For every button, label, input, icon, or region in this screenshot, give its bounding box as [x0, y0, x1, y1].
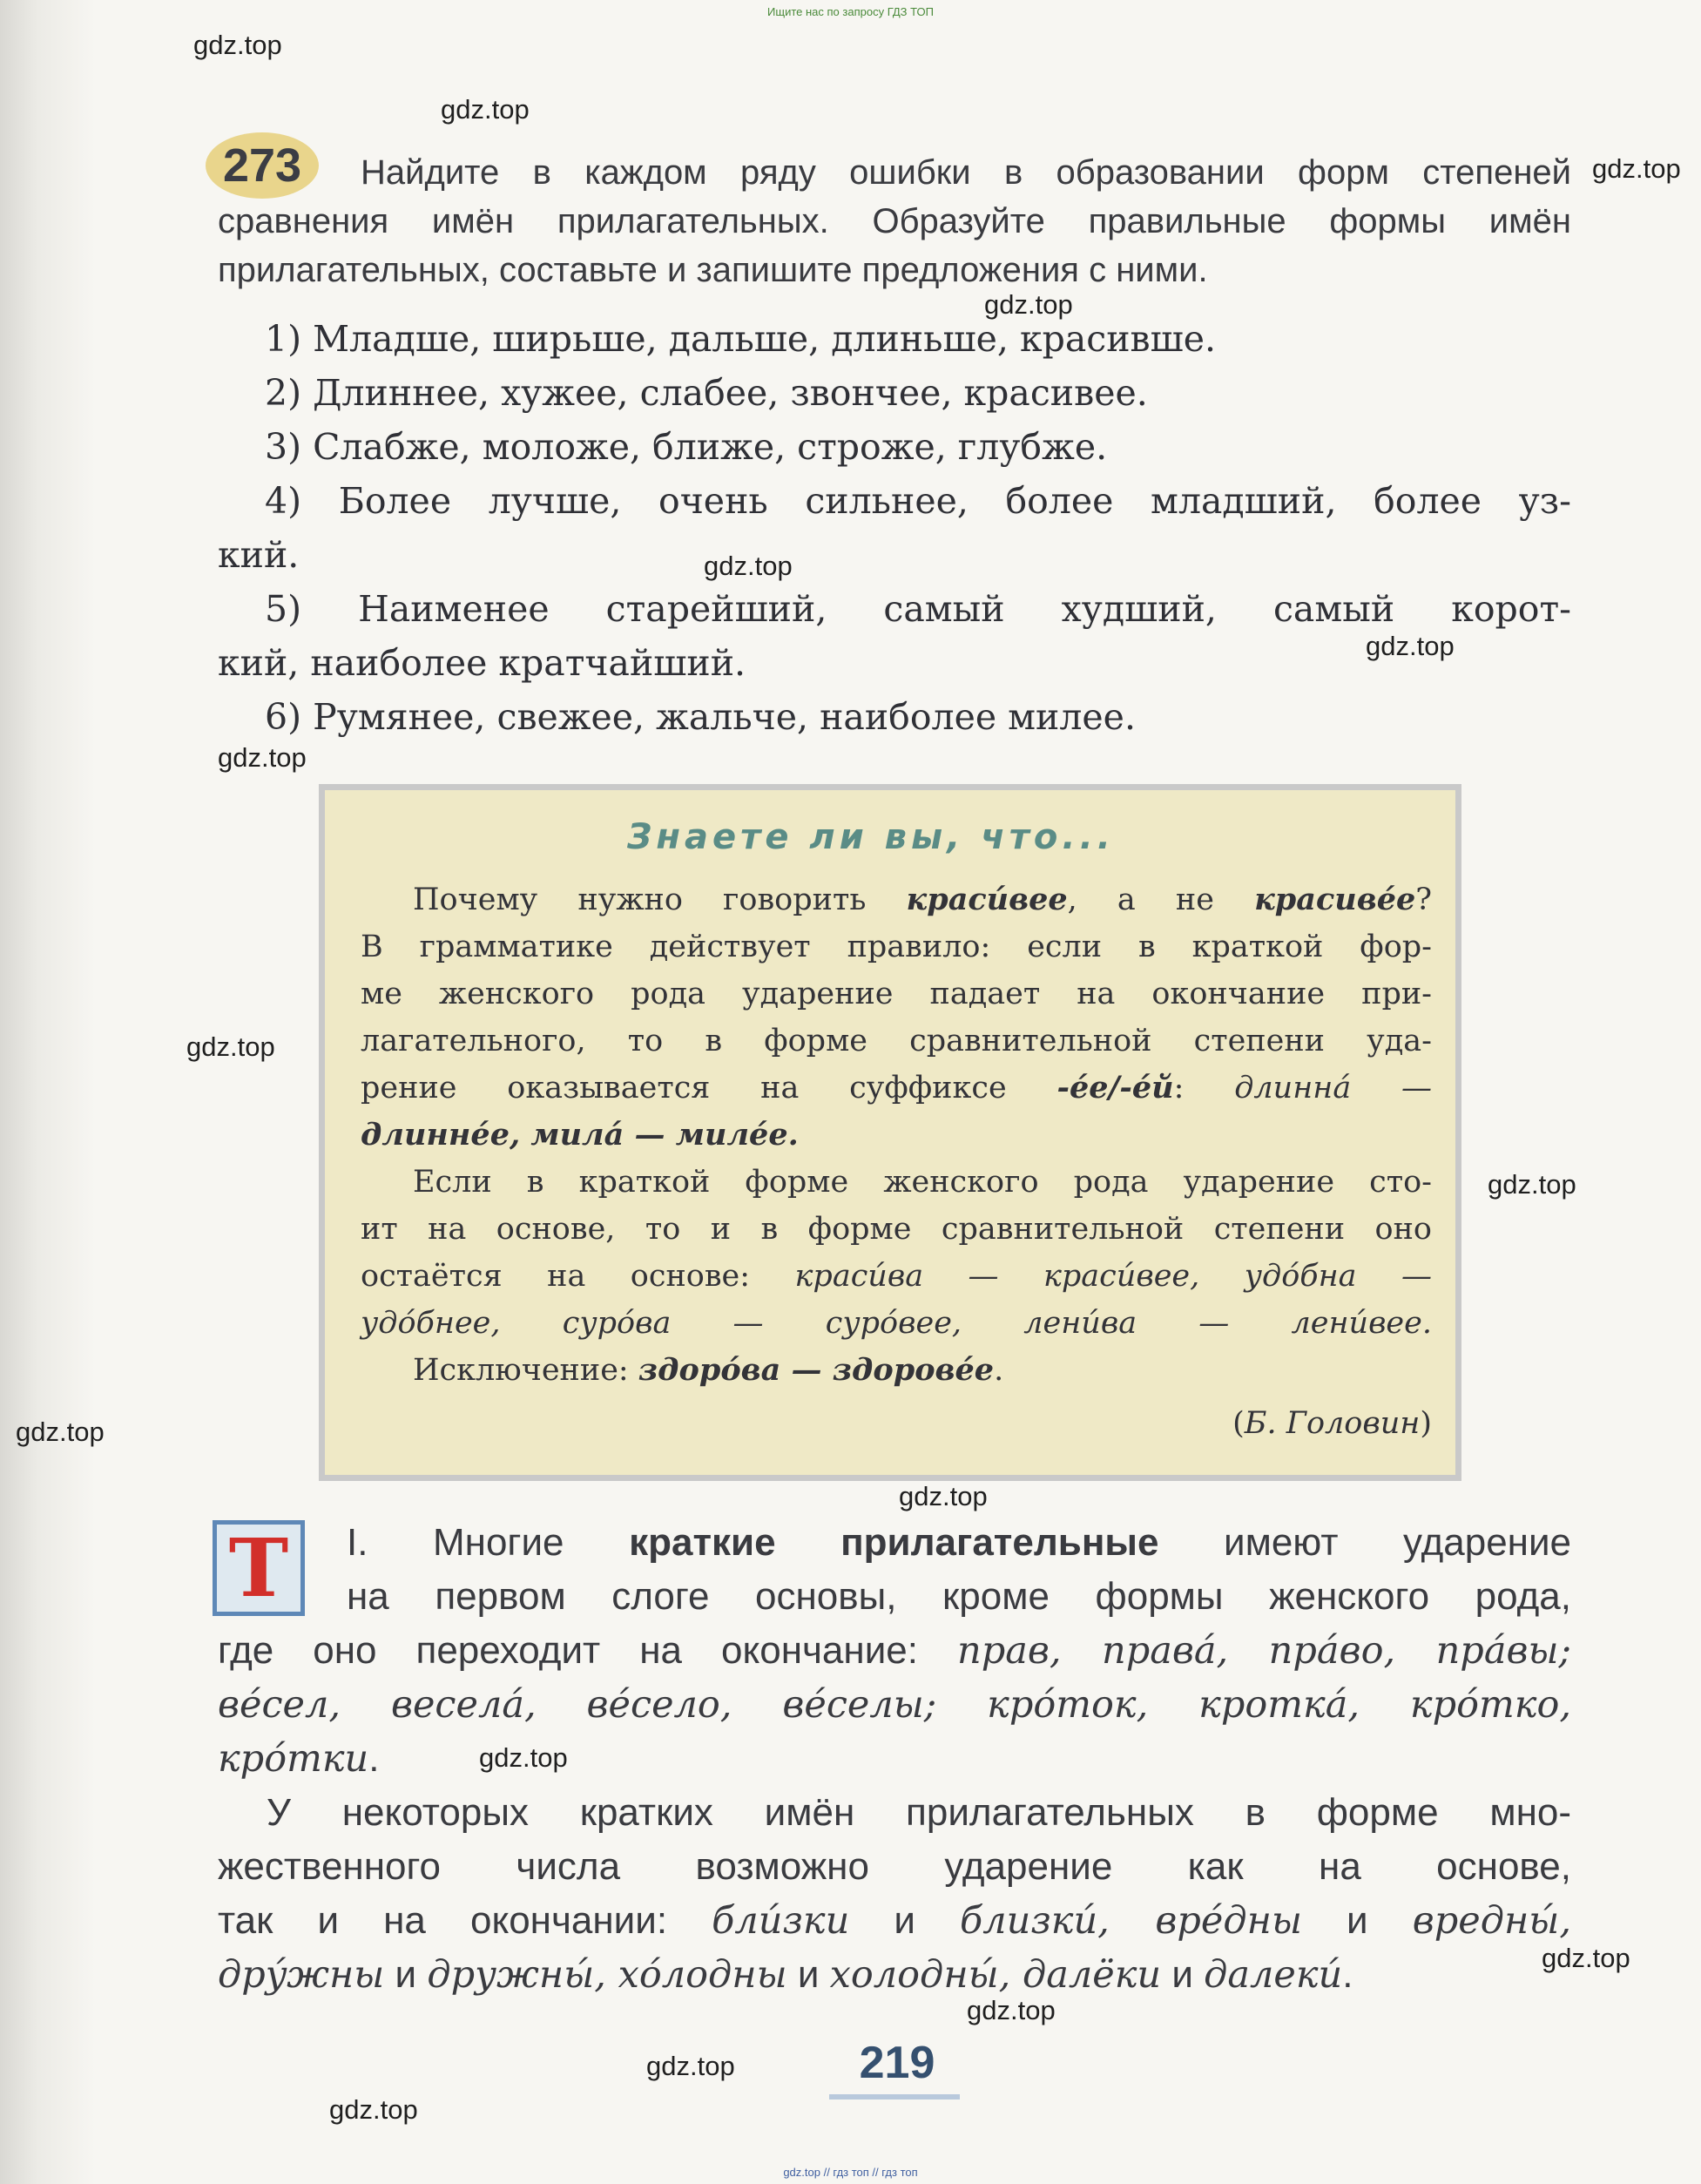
theory-text — [218, 1516, 1571, 2002]
watermark: gdz.top — [984, 289, 1073, 320]
info-source: (Б. Головин) — [1232, 1406, 1432, 1441]
info-line: Если в краткой форме женского рода ударение сто- — [413, 1165, 1432, 1200]
top-banner: Ищите нас по запросу ГДЗ ТОП — [767, 5, 934, 18]
theory-line: вéсел, веселá, вéсело, вéселы; крóток, кроткá, крóтко, — [218, 1683, 1571, 1727]
exercise-intro-first-line — [361, 148, 1571, 197]
watermark: gdz.top — [441, 94, 530, 125]
watermark: gdz.top — [479, 1742, 568, 1773]
did-you-know-text — [361, 876, 1432, 1394]
info-line: рение оказывается на суффиксе -éе/-éй: длиннá — — [361, 1070, 1432, 1106]
theory-line: жественного числа возможно ударение как на основе, — [218, 1845, 1571, 1888]
watermark: gdz.top — [186, 1031, 275, 1062]
watermark: gdz.top — [193, 30, 282, 60]
watermark: gdz.top — [646, 2051, 735, 2081]
exercise-row: 2) Длиннее, хужее, слабее, звончее, красивее. — [265, 372, 1148, 414]
info-line: ме женского рода ударение падает на окончание при- — [361, 977, 1432, 1011]
theory-line: крóтки. — [218, 1737, 380, 1781]
watermark: gdz.top — [899, 1481, 988, 1511]
page-number: 219 — [859, 2038, 935, 2088]
exercise-intro-line: сравнения имён прилагательных. Образуйте правильные формы имён — [218, 202, 1571, 240]
exercise-number-badge: 273 — [206, 132, 319, 199]
exercise-rows — [218, 312, 1571, 744]
theory-line: где оно переходит на окончание: прав, правá, прáво, прáвы; — [218, 1629, 1571, 1673]
info-line: удóбнее, сурóва — сурóвее, ленúва — ленúвее. — [361, 1306, 1432, 1341]
theory-line: так и на окончании: блúзки и близкú, врéдны и вредны́, — [218, 1899, 1571, 1943]
exercise-row: 5) Наименее старейший, самый худший, самый корот- — [265, 588, 1571, 630]
watermark: gdz.top — [16, 1417, 105, 1447]
watermark: gdz.top — [704, 551, 793, 581]
info-line: В грамматике действует правило: если в краткой фор- — [361, 930, 1432, 964]
book-spine-shadow — [0, 0, 96, 2184]
info-line: ит на основе, то и в форме сравнительной степени оно — [361, 1212, 1432, 1247]
theory-line: I. Многие краткие прилагательные имеют ударение — [347, 1521, 1572, 1564]
exercise-row: кий, наиболее кратчайший. — [218, 642, 746, 684]
page-number-underline — [829, 2094, 960, 2099]
bottom-banner: gdz.top // гдз топ // гдз топ — [783, 2166, 918, 2179]
info-line: Исключение: здорóва — здоровéе. — [413, 1352, 1004, 1388]
exercise-intro-line: Найдите в каждом ряду ошибки в образовании форм степеней — [361, 153, 1571, 192]
watermark: gdz.top — [1542, 1943, 1630, 1973]
watermark: gdz.top — [1488, 1169, 1576, 1200]
exercise-row: 1) Младше, ширьше, дальше, длиньше, красивше. — [265, 318, 1217, 360]
exercise-row: кий. — [218, 534, 300, 576]
exercise-row: 6) Румянее, свежее, жальче, наиболее милее. — [265, 696, 1136, 738]
theory-line: дрýжны и дружны́, хóлодны и холодны́, далёки и далекú. — [218, 1953, 1353, 1997]
exercise-intro-rest — [218, 197, 1571, 294]
exercise-row: 4) Более лучше, очень сильнее, более младший, более уз- — [265, 480, 1571, 522]
watermark: gdz.top — [967, 1995, 1056, 2025]
watermark: gdz.top — [1592, 153, 1681, 184]
info-line: остаётся на основе: красúва — красúвее, удóбна — — [361, 1259, 1433, 1294]
watermark: gdz.top — [1366, 631, 1455, 661]
info-line: Почему нужно говорить красúвее, а не красивéе? — [413, 882, 1432, 917]
theory-badge-letter: Т — [228, 1521, 289, 1615]
did-you-know-title: Знаете ли вы, что... — [627, 817, 1115, 857]
info-line: длиннéе, милá — милéе. — [361, 1117, 799, 1153]
exercise-row: 3) Слабже, моложе, ближе, строже, глубже. — [265, 426, 1108, 468]
exercise-intro-line: прилагательных, составьте и запишите предложения с ними. — [218, 251, 1208, 289]
watermark: gdz.top — [218, 742, 307, 773]
theory-line: на первом слоге основы, кроме формы женского рода, — [347, 1575, 1571, 1618]
watermark: gdz.top — [329, 2094, 418, 2125]
info-line: лагательного, то в форме сравнительной степени уда- — [361, 1024, 1432, 1058]
theory-line: У некоторых кратких имён прилагательных в форме мно- — [267, 1791, 1571, 1834]
